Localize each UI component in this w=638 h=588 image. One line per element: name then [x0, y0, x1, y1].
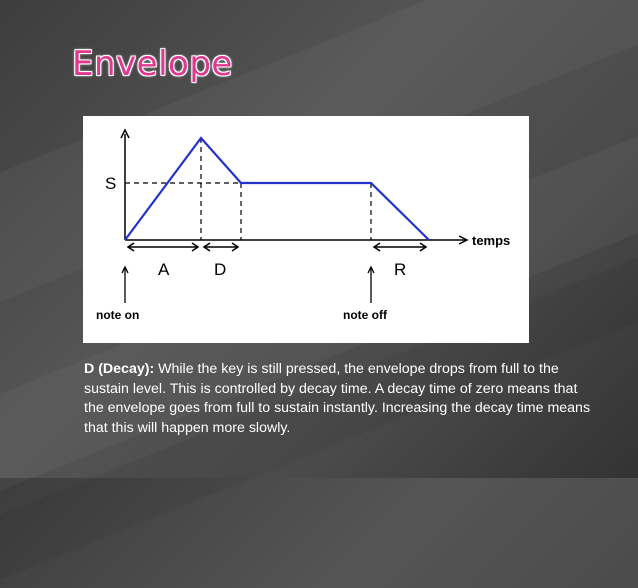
decay-term: D (Decay):: [84, 361, 155, 377]
attack-span-arrow: [128, 243, 198, 251]
release-span-arrow: [374, 243, 426, 251]
note-on-label: note on: [96, 308, 140, 322]
decay-description-text: While the key is still pressed, the envelope drops from full to the sustain level. This is controlled by decay time. A decay time of zero means that the envelope goes from full to sustain instantly. Increasing the decay time means that this will happen more slowly.: [84, 361, 591, 436]
sustain-label: S: [105, 174, 117, 193]
decay-label: D: [214, 260, 227, 279]
attack-label: A: [158, 260, 170, 279]
envelope-svg: [83, 116, 529, 343]
envelope-diagram: [83, 116, 529, 343]
envelope-line: [125, 138, 429, 240]
note-off-label: note off: [343, 308, 387, 322]
release-label: R: [394, 260, 407, 279]
slide-title: Envelope: [72, 44, 233, 84]
decay-description: [84, 360, 594, 438]
note-off-arrow: [368, 267, 374, 303]
decay-span-arrow: [204, 243, 238, 251]
note-on-arrow: [122, 267, 128, 303]
x-axis-label: temps: [472, 233, 511, 248]
